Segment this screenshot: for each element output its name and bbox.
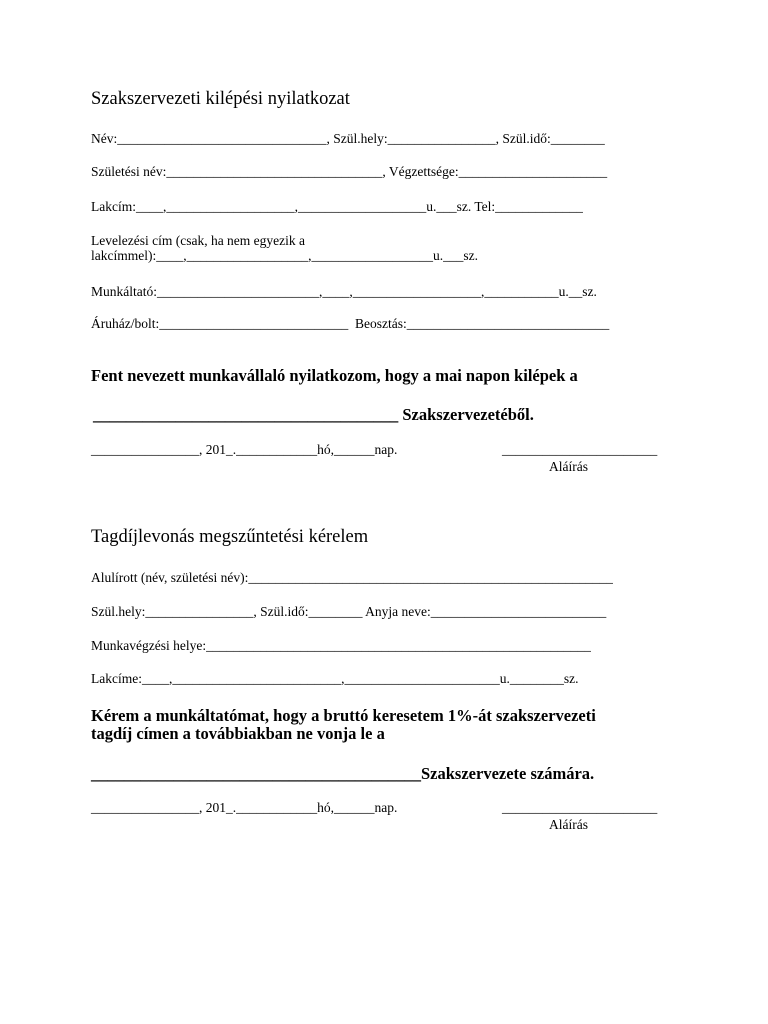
signature-line-2[interactable]: _______________________ (502, 800, 658, 815)
request-union-name-line[interactable]: ________________________________________Szakszervezete számára. (91, 764, 595, 783)
field-birthplace-birthdate-mother[interactable]: Szül.hely:________________, Szül.idő:________ Anyja neve:__________________________ (91, 604, 607, 619)
statement-union-name-line[interactable]: _____________________________________ Szakszervezetéből. (93, 405, 534, 424)
request-line-1: Kérem a munkáltatómat, hogy a bruttó keresetem 1%-át szakszervezeti (91, 706, 596, 725)
date-line-2[interactable]: ________________, 201_.____________hó,______nap. (91, 800, 398, 815)
field-employer[interactable]: Munkáltató:________________________,____,___________________,___________u.__sz. (91, 284, 597, 299)
signature-label-2: Aláírás (549, 817, 588, 832)
field-undersigned-name[interactable]: Alulírott (név, születési név):______________________________________________________ (91, 570, 613, 585)
field-mailing-address-label: Levelezési cím (csak, ha nem egyezik a (91, 233, 306, 248)
signature-label-1: Aláírás (549, 459, 588, 474)
section1-title: Szakszervezeti kilépési nyilatkozat (91, 89, 350, 109)
field-birth-name-education[interactable]: Születési név:________________________________, Végzettsége:______________________ (91, 164, 608, 179)
section2-title: Tagdíjlevonás megszűntetési kérelem (91, 527, 369, 547)
field-mailing-address[interactable]: lakcímmel):____,__________________,__________________u.___sz. (91, 248, 478, 263)
request-line-2: tagdíj címen a továbbiakban ne vonja le a (91, 724, 385, 743)
field-address-2[interactable]: Lakcíme:____,_________________________,_______________________u.________sz. (91, 671, 579, 686)
statement-line-1: Fent nevezett munkavállaló nyilatkozom, hogy a mai napon kilépek a (91, 366, 578, 385)
signature-line-1[interactable]: _______________________ (502, 442, 658, 457)
field-store-position[interactable]: Áruház/bolt:____________________________ Beosztás:______________________________ (91, 316, 610, 331)
field-name-birthplace-birthdate[interactable]: Név:_______________________________, Szül.hely:________________, Szül.idő:________ (91, 131, 605, 146)
date-line-1[interactable]: ________________, 201_.____________hó,______nap. (91, 442, 398, 457)
field-address-phone[interactable]: Lakcím:____,___________________,___________________u.___sz. Tel:_____________ (91, 199, 583, 214)
field-workplace[interactable]: Munkavégzési helye:_________________________________________________________ (91, 638, 591, 653)
